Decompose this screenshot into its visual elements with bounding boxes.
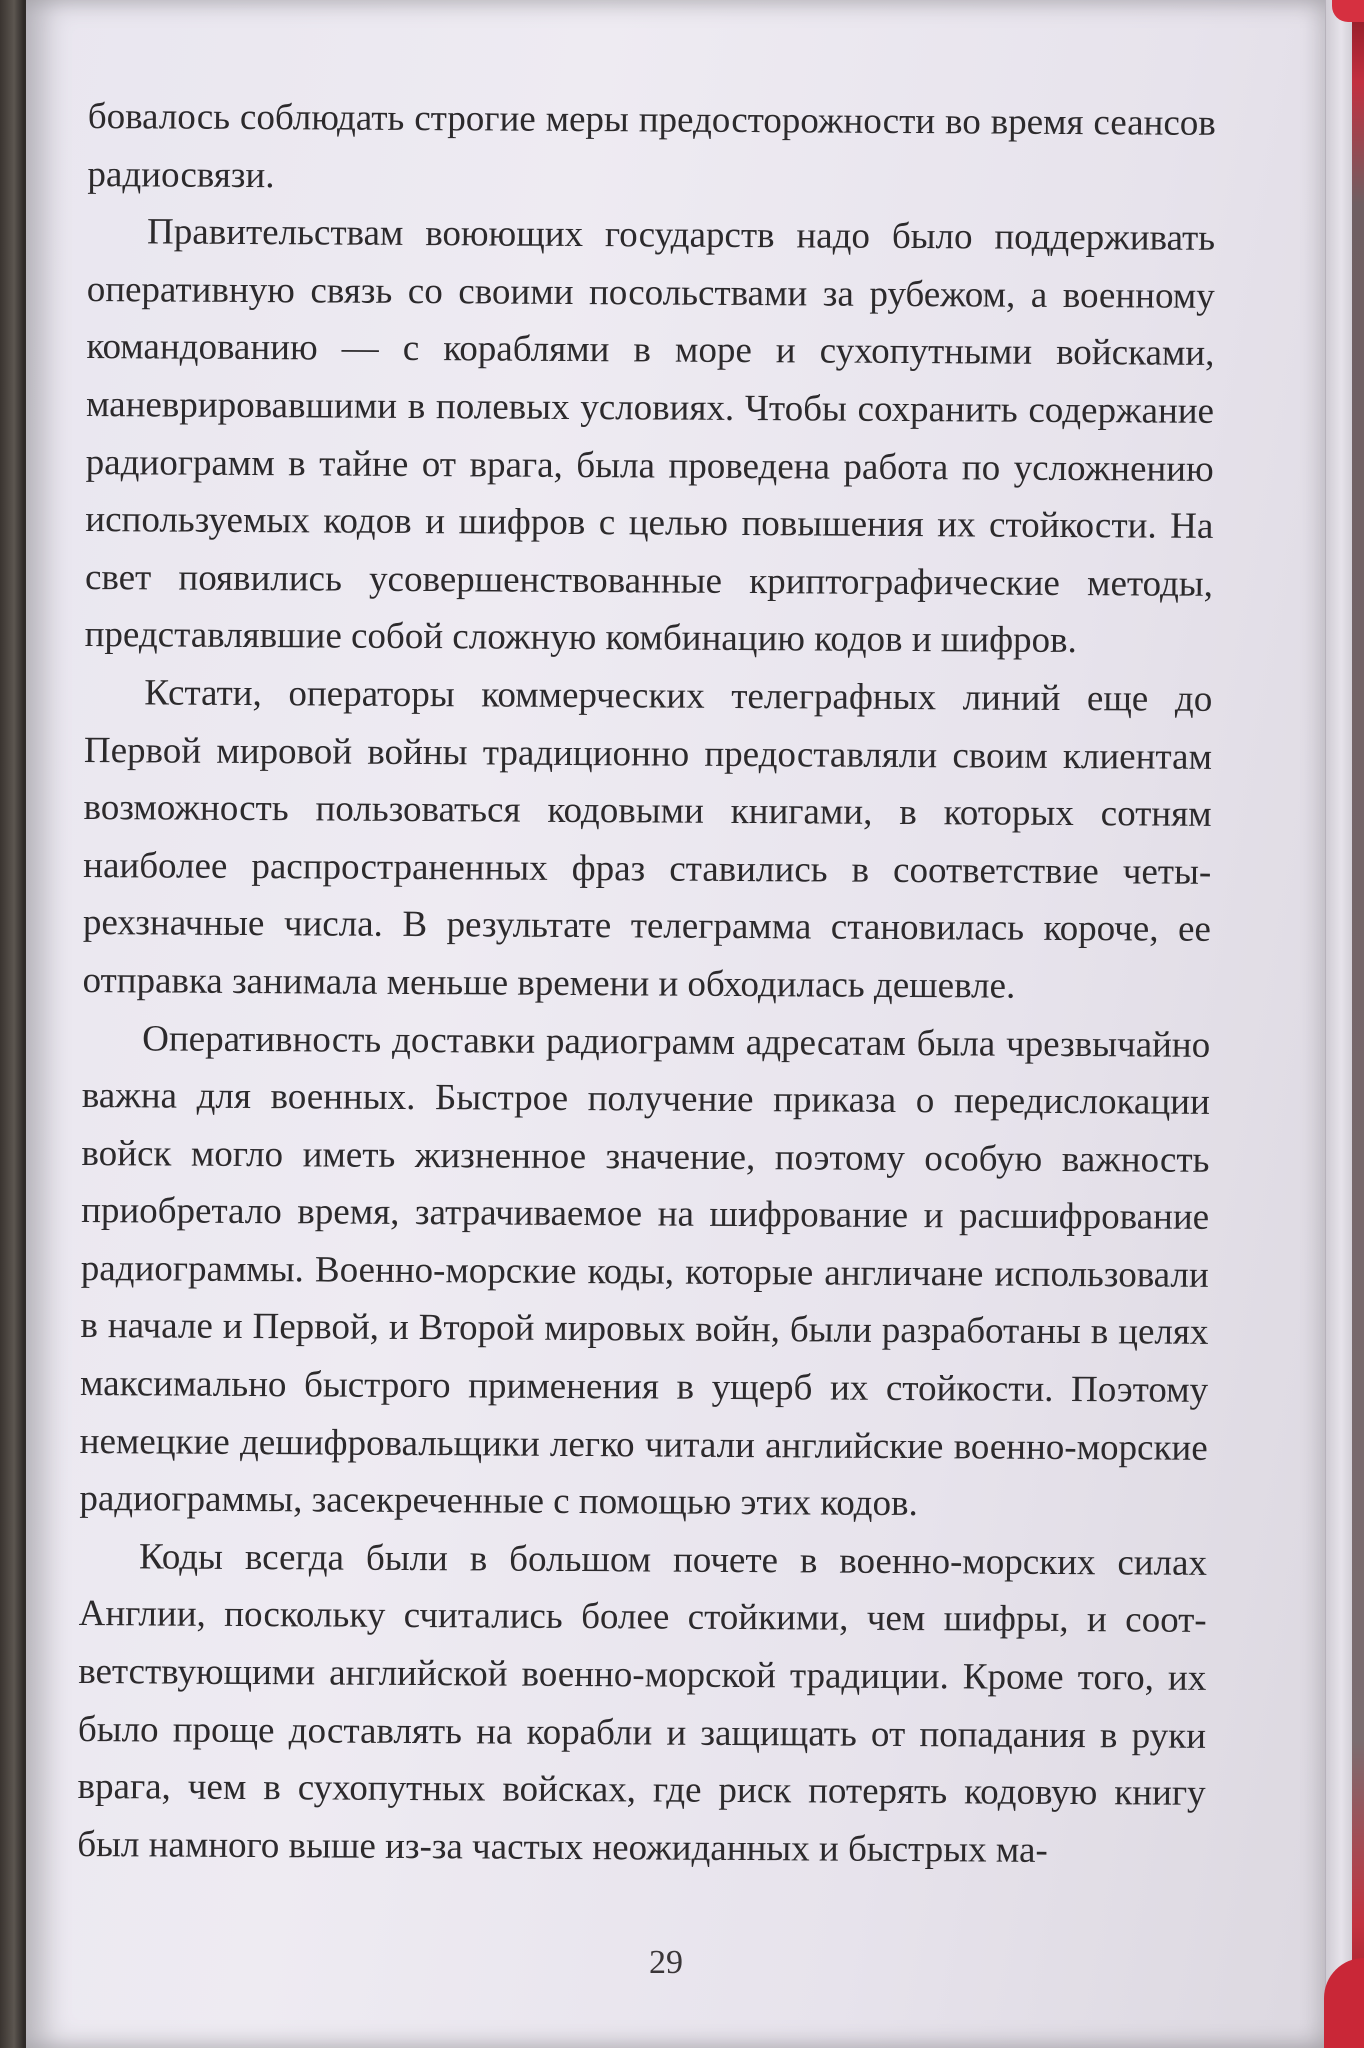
paragraph-continuation: бовалось соблюдать строгие меры предосторожности во время сеансов радиосвязи. (87, 95, 1216, 196)
body-text (77, 88, 1216, 1880)
book-page (26, 0, 1326, 2048)
paragraph-naval-codes: Коды всегда были в большом почете в военно-морских силах Англии, поскольку считались более стойкими, чем шифры, и соответствующими английской военно-морской традиции. Кроме того, их было проще доставлять на корабли и защищать от попадания в руки врага, чем в сухопутных войсках, где риск потерять кодовую книгу был намного выше из-за частых неожиданных и быстрых ма- (77, 1536, 1208, 1871)
paragraph-governments: Правительствам воюющих государств надо было поддерживать оперативную связь со своими посольствами за рубежом, а военному командованию — с кораблями в море и сухопутными войсками, маневрировавшими в полевых условиях. Чтобы сохранить содержание радиограмм в тайне от врага, была проведена работа по усложнению используемых кодов и шифров с целью повышения их стойкости. На свет появились усовершенствованные криптографические методы, представлявшие собой сложную комбинацию кодов и шифров. (84, 211, 1216, 662)
page-number: 29 (649, 1944, 683, 1981)
paragraph-telegraph: Кстати, операторы коммерческих телеграфных линий еще до Первой мировой войны традиционно предоставляли своим клиентам возможность пользоваться кодовыми книгами, в которых сотням наиболее распространенных фраз ставились в соответствие четырехзначные числа. В результате телеграмма становилась короче, ее отправка занимала меньше времени и обходилась дешевле. (82, 672, 1213, 1007)
book-cover-edge (1352, 0, 1364, 2048)
paragraph-speed: Оперативность доставки радиограмм адресатам была чрезвычайно важна для военных. Быстрое получение приказа о передислокации войск могло иметь жизненное значение, поэтому особую важность приобретало время, затрачиваемое на шифрование и расшифрование радиограммы. Военно-морские коды, которые англичане использовали в начале и Первой, и Второй мировых войн, были разработаны в целях максимально быстрого применения в ущерб их стойкости. Поэтому немецкие дешифровальщики легко читали английские военно-морские радиограммы, засекреченные с помощью этих кодов. (79, 1017, 1211, 1525)
